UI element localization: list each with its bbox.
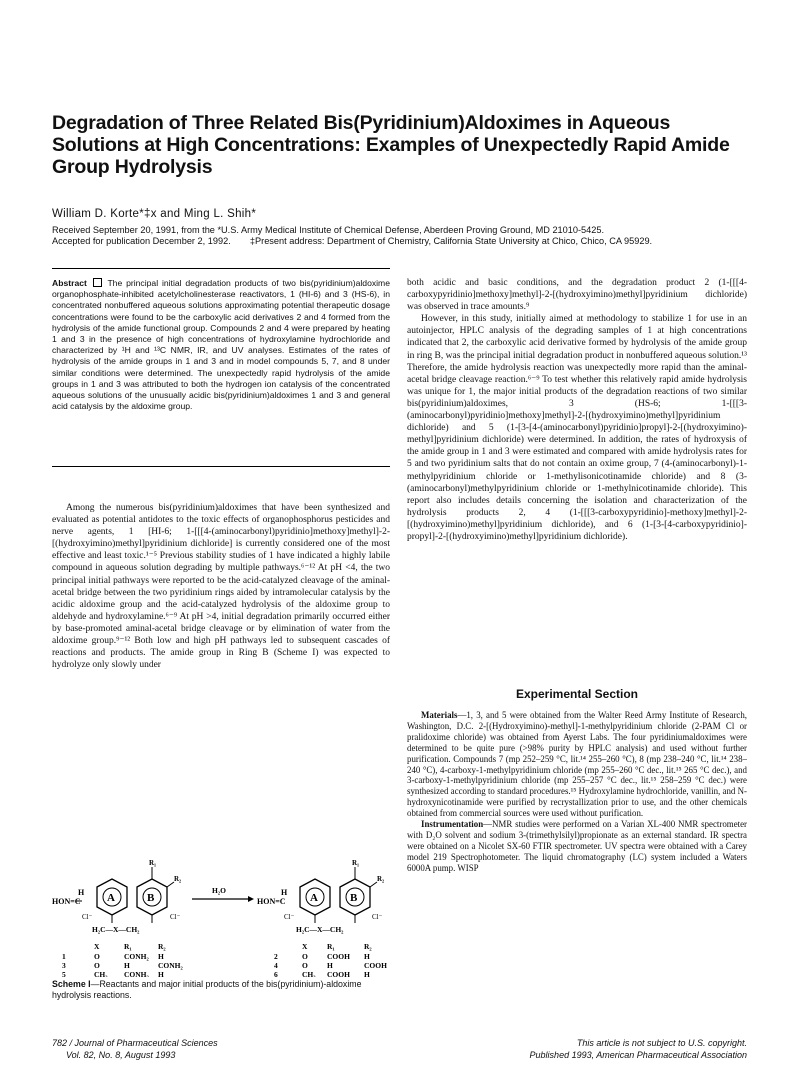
table-cell: O [94,961,100,970]
table-cell: H [158,970,164,977]
header-r2-left: R₂ [158,942,166,951]
scheme-1-figure [52,857,392,977]
ring-a-label: A [107,892,115,904]
table-cell: CONH₂ [124,952,149,961]
footer-publisher-line: Published 1993, American Pharmaceutical Association [529,1049,747,1060]
scheme-caption [52,979,390,1001]
header-x-left: X [94,942,100,951]
received-info [52,225,752,247]
cl-label-right: Cl⁻ [284,913,295,921]
product-table [274,942,387,977]
abstract-label: Abstract [52,278,87,288]
instrumentation-label: Instrumentation [421,819,484,830]
present-address: ‡Present address: Department of Chemistry, California State University at Chico, Chico, CA 95929. [249,236,653,246]
r2-label-left: R₂ [174,875,182,883]
abstract-top-rule [52,268,390,269]
header-r1-left: R₁ [124,942,132,951]
table-cell: CONH₂ [158,961,183,970]
materials-paragraph [407,710,747,819]
table-cell: H [364,952,370,961]
footer-copyright [420,1038,747,1061]
footer-journal-line: 782 / Journal of Pharmaceutical Sciences [52,1038,218,1048]
right-paragraph-1: both acidic and basic conditions, and the degradation product 2 (1-[[[4-carboxypyridinio]methoxy]methyl]-2-[(hydroxyimino)methyl]pyridinium dichloride) was observed in trace amounts.⁹ [407,278,747,313]
table-cell: 4 [274,961,278,970]
caption-text: —Reactants and major initial products of the bis(pyridinium)-aldoxime hydrolysis reactions. [52,979,362,1000]
footer-journal [52,1038,218,1061]
abstract-bottom-rule [52,466,390,467]
h-label-right: H [281,888,288,897]
bridge-label-left: H₂C—X—CH₂ [92,925,140,934]
table-cell: 5 [62,970,66,977]
right-column [407,277,747,543]
table-cell: 2 [274,952,278,961]
reactant-structure [52,859,181,934]
table-cell: CH₂ [302,970,316,977]
table-cell: 1 [62,952,66,961]
caption-label: Scheme I [52,979,91,989]
instrumentation-text: —NMR studies were performed on a Varian XL-400 NMR spectrometer with D₂O solvent and sodium 3-(trimethylsilyl)propionate as an external standard. IR spectra were obtained on a Nicolet SX-60 FTIR spectrometer. UV spectra were obtained with a Carey model 219 Spectrophotometer. The liquid chromatography (LC) system included a Waters 6000A pump. WISP [407,819,747,873]
accepted-line [52,236,752,247]
table-cell: H [327,961,333,970]
materials-text: —1, 3, and 5 were obtained from the Walter Reed Army Institute of Research, Washington, D.C. 2-[(Hydroxyimino)-methyl]-1-methylpyridinium chloride (2-PAM Cl or pralidoxime chloride) was obtained from Ayerst Labs. The four pyridiniumaldoximes were determined to be quite pure (>98% purity by HPLC analysis) and used without further purification. Compounds 7 (mp 252–259 °C, lit.¹⁴ 255–260 °C), 8 (mp 238–240 °C, lit.¹⁴ 238–240 °C), 4-carboxy-1-methylpyridinium chloride (mp 255–260 °C dec., lit.¹⁵ 265 °C dec.), and 3-carboxy-1-methylpyridinium chloride (mp 255–257 °C dec., lit.¹⁵ 258–259 °C dec.) were synthesized according to standard procedures.¹⁵ Hydroxylamine hydrochloride, vanillin, and N-hydroxynicotinamide were purified by recrystallization prior to use, and the other chemicals obtained from commercial sources were used without purification. [407,710,747,819]
table-cell: COOH [327,952,350,961]
r1-label-left: R₁ [149,859,157,867]
cl-label-left: Cl⁻ [82,913,93,921]
abstract-box-icon [93,278,102,287]
product-structure [257,859,384,934]
header-r1-right: R₁ [327,942,335,951]
table-cell: H [124,961,130,970]
article-title: Degradation of Three Related Bis(Pyridinium)Aldoximes in Aqueous Solutions at High Concentrations: Examples of Unexpectedly Rapid Amide Group Hydrolysis [52,112,730,178]
abstract-text: The principal initial degradation products of two bis(pyridinium)aldoxime organophosphate-inhibited acetylcholinesterase reactivators, 1 (HI-6) and 3 (HS-6), in concentrated nonbuffered aqueous solutions approximating potential therapeutic dosage concentrations were found to be the carboxylic acid derivatives 2 and 4 formed from the hydrolysis of the amide functional group. Compounds 2 and 4 were prepared by heating 1 and 3 in the presence of high concentrations of hydroxylamine hydrochloride and characterized by ¹H and ¹³C NMR, IR, and UV analyses. Estimates of the rates of hydrolysis of the amide groups in 1 and 3 and in model compounds 5, 7, and 8 under similar conditions were determined. The unexpectedly rapid hydrolysis of the amide groups in 1 and 3 was attributed to both the hydrogen ion catalysis of the concentrated aqueous solutions of the unusually acidic bis(pyridinium)aldoximes 1 and 3 and general acid catalysis by the aldoxime group. [52,278,390,412]
table-cell: 6 [274,970,278,977]
r1-label-right: R₁ [352,859,360,867]
received-line: Received September 20, 1991, from the *U.S. Army Medical Institute of Chemical Defense, Aberdeen Proving Ground, MD 21010-5425. [52,225,605,235]
header-r2-right: R₂ [364,942,372,951]
right-paragraph-2: However, in this study, initially aimed at methodology to stabilize 1 for use in an autoinjector, HPLC analysis of the degrading samples of 1 at high concentrations indicated that 2, the carboxylic acid derivative formed by hydrolysis of the amide group in ring B, was the principal initial degradation product in nonbuffered aqueous solution.¹³ Therefore, the amide hydrolysis reaction was unexpectedly more rapid than the aminal-acetal bridge cleavage reaction.⁶⁻⁹ To test whether this relatively rapid amide hydrolysis was unique for 1, the major initial products of the degradation reactions of two similar bis(pyridinium)aldoximes, 3 (HS-6; 1-[[[3-(aminocarbonyl)pyridinio]methoxy]methyl]-2-[(hydroxyimino)methyl]pyridinium dichloride) and 5 (1-[3-[4-(aminocarbonyl)pyridinio]propyl]-2-[(hydroxyimino)-methyl]pyridinium dichloride) were determined. In addition, the rates of hydroxysis of the amide group in 1 and 3 were estimated and compared with amide hydrolysis rates for 5 and two pyridinium salts that do not contain an oxime group, 7 (4-(aminocarbonyl)-1-methylpyridinium chloride or 1-methylisonicotinamide chloride) and 8 (3-(aminocarbonyl)methylpyridinium chloride or 1-methylnicotinamide chloride). This report also includes details concerning the isolation and characterization of the hydrolysis products 2, 4 (1-[[[3-carboxypyridinio]-methoxy]methyl]-2-[(hydroxyimino)methyl]pyridinium dichloride), and 6 (1-[3-[4-carboxypyridinio]-propyl]-2-[(hydroxyimino)methyl]pyridinium dichloride). [407,314,747,542]
table-cell: O [302,952,308,961]
reaction-arrow [192,886,254,902]
reagent-label: H₂O [212,886,226,895]
intro-column [52,502,390,671]
cl-label-right-b: Cl⁻ [372,913,383,921]
oxime-label-left: HON=C [52,897,81,906]
materials-label: Materials [421,710,458,720]
abstract [52,278,390,412]
ring-b-label-right: B [350,892,358,904]
ring-a-label-right: A [310,892,318,904]
table-cell: CH₂ [94,970,108,977]
r2-label-right: R₂ [377,875,385,883]
oxime-label-right: HON=C [257,897,286,906]
footer-copyright-line: This article is not subject to U.S. copyright. [576,1038,747,1048]
section-heading: Experimental Section [515,687,639,701]
table-cell: O [302,961,308,970]
table-cell: COOH [364,961,387,970]
table-cell: CONH₂ [124,970,149,977]
ring-b-label: B [147,892,155,904]
author-line: William D. Korte*‡x and Ming L. Shih* [52,208,257,220]
experimental-text [407,710,747,874]
footer-volume-line: Vol. 82, No. 8, August 1993 [66,1049,176,1060]
table-cell: COOH [327,970,350,977]
table-cell: 3 [62,961,66,970]
table-cell: H [364,970,370,977]
accepted-date: Accepted for publication December 2, 1992. [52,236,231,246]
table-cell: O [94,952,100,961]
instrumentation-paragraph [407,819,747,874]
bridge-label-right: H₂C—X—CH₂ [296,925,344,934]
intro-paragraph: Among the numerous bis(pyridinium)aldoximes that have been synthesized and evaluated as potential antidotes to the toxic effects of organophosphorus pesticides and nerve agents, 1 [HI-6; 1-[[[4-(aminocarbonyl)pyridinio]methoxy]methyl]-2-[(hydroxyimino)methyl]pyridinium dichloride] is currently considered one of the most effective and least toxic.¹⁻⁵ Previous stability studies of 1 have indicated a highly labile compound in aqueous solution degrading by multiple pathways.⁶⁻¹² At pH <4, the two principal initial pathways were reported to be the acid-catalyzed cleavage of the aminal-acetal bridge between the two pyridinium rings aided by intramolecular catalysis by the acidic aldoxime group and the acid-catalyzed hydrolysis of the aldoxime group to aldehyde and hydroxylamine.⁶⁻⁹ At pH >4, initial degradation primarily occurred either by base-promoted aminal-acetal bridge cleavage or by elimination of water from the aldoxime group.⁹⁻¹² Both low and high pH pathways led to subsequent cascades of reactions and products. The amide group in Ring B (Scheme I) was expected to hydrolyze only slowly under [52,503,390,671]
reactant-table [62,942,184,977]
header-x-right: X [302,942,308,951]
cl-label-left-b: Cl⁻ [170,913,181,921]
table-cell: H [158,952,164,961]
h-label-left: H [78,888,85,897]
